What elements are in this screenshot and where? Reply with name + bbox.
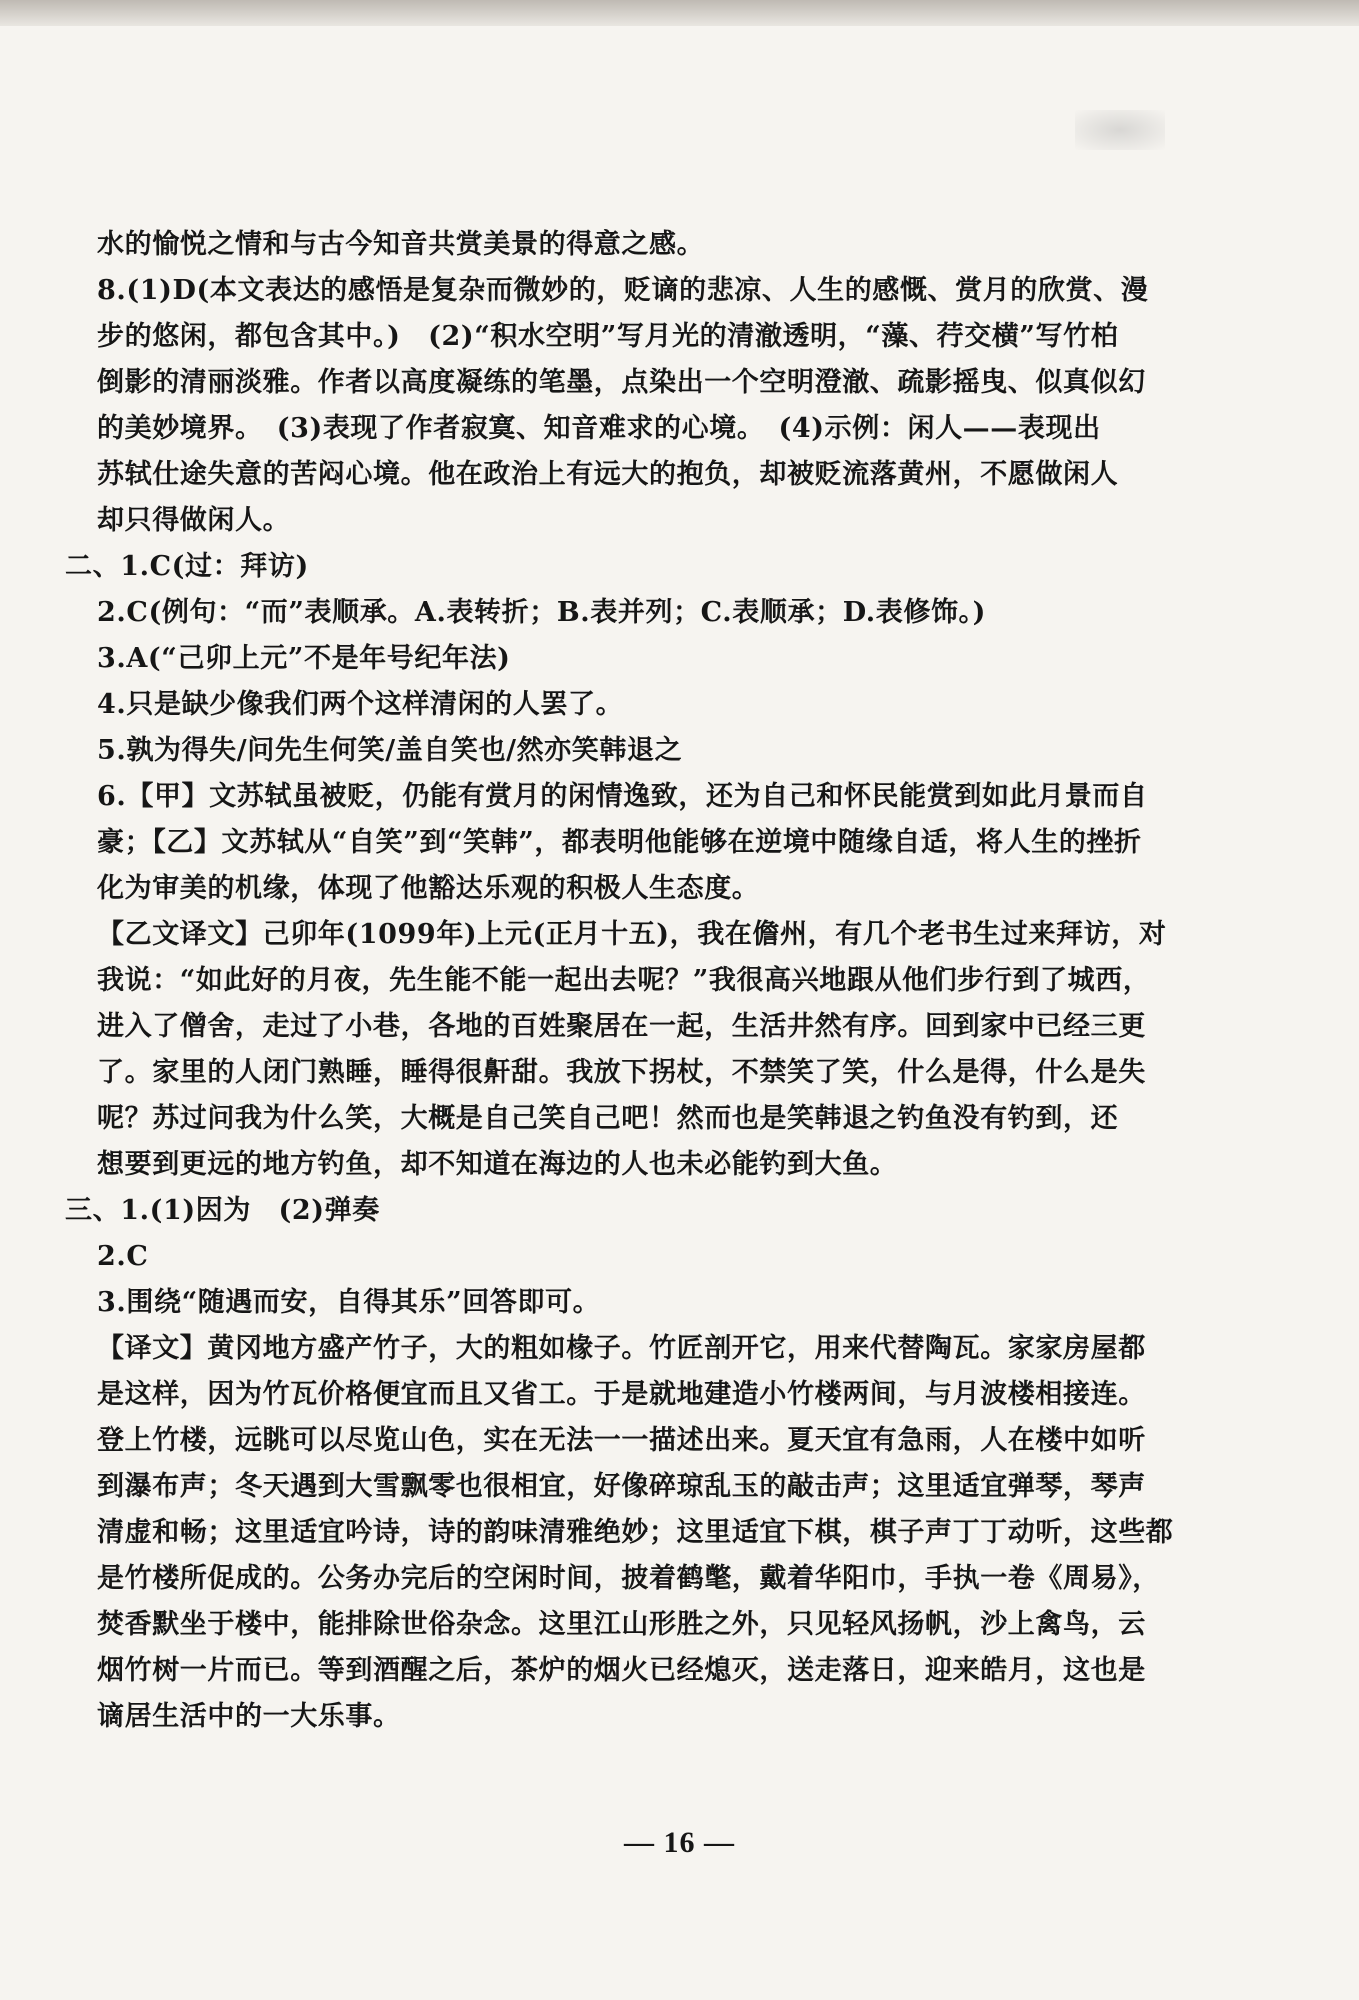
text-line: 进入了僧舍，走过了小巷，各地的百姓聚居在一起，生活井然有序。回到家中已经三更 (97, 1011, 1146, 1042)
page-number: — 16 — (624, 1826, 735, 1859)
text-line: 苏轼仕途失意的苦闷心境。他在政治上有远大的抱负，却被贬流落黄州，不愿做闲人 (97, 459, 1119, 490)
text-line: 6.【甲】文苏轼虽被贬，仍能有赏月的闲情逸致，还为自己和怀民能赏到如此月景而自 (97, 781, 1148, 812)
text-line: 是这样，因为竹瓦价格便宜而且又省工。于是就地建造小竹楼两间，与月波楼相接连。 (97, 1379, 1146, 1410)
text-line: 豪；【乙】文苏轼从“自笑”到“笑韩”，都表明他能够在逆境中随缘自适，将人生的挫折 (97, 827, 1142, 858)
text-line: 清虚和畅；这里适宜吟诗，诗的韵味清雅绝妙；这里适宜下棋，棋子声丁丁动听，这些都 (97, 1517, 1174, 1548)
text-line: 想要到更远的地方钓鱼，却不知道在海边的人也未必能钓到大鱼。 (97, 1149, 898, 1180)
text-line: 我说：“如此好的月夜，先生能不能一起出去呢？”我很高兴地跟从他们步行到了城西， (97, 965, 1151, 996)
text-line: 的美妙境界。 (3)表现了作者寂寞、知音难求的心境。 (4)示例：闲人——表现出 (97, 413, 1101, 444)
text-line: 倒影的清丽淡雅。作者以高度凝练的笔墨，点染出一个空明澄澈、疏影摇曳、似真似幻 (97, 367, 1146, 398)
section-heading-3: 三、1.(1)因为 (2)弹奏 (65, 1195, 380, 1226)
text-line: 却只得做闲人。 (97, 505, 291, 536)
text-line: 到瀑布声；冬天遇到大雪飘零也很相宜，好像碎琼乱玉的敲击声；这里适宜弹琴，琴声 (97, 1471, 1146, 1502)
text-line: 4.只是缺少像我们两个这样清闲的人罢了。 (97, 689, 624, 720)
text-line: 呢？苏过问我为什么笑，大概是自己笑自己吧！然而也是笑韩退之钓鱼没有钓到，还 (97, 1103, 1119, 1134)
scan-top-edge (0, 0, 1359, 26)
section-heading-2: 二、1.C(过：拜访) (65, 551, 309, 582)
answer-text-body (65, 222, 1175, 1740)
text-line: 化为审美的机缘，体现了他豁达乐观的积极人生态度。 (97, 873, 760, 904)
text-line: 是竹楼所促成的。公务办完后的空闲时间，披着鹤氅，戴着华阳巾，手执一卷《周易》， (97, 1563, 1160, 1594)
text-line: 5.孰为得失/问先生何笑/盖自笑也/然亦笑韩退之 (97, 735, 683, 766)
text-line: 【译文】黄冈地方盛产竹子，大的粗如椽子。竹匠剖开它，用来代替陶瓦。家家房屋都 (97, 1333, 1146, 1364)
text-line: 谪居生活中的一大乐事。 (97, 1701, 401, 1732)
text-line: 烟竹树一片而已。等到酒醒之后，茶炉的烟火已经熄灭，送走落日，迎来皓月，这也是 (97, 1655, 1146, 1686)
text-line: 3.围绕“随遇而安，自得其乐”回答即可。 (97, 1287, 601, 1318)
text-line: 2.C(例句：“而”表顺承。A.表转折；B.表并列；C.表顺承；D.表修饰。) (97, 597, 987, 628)
text-line: 水的愉悦之情和与古今知音共赏美景的得意之感。 (97, 229, 705, 260)
text-line: 3.A(“己卯上元”不是年号纪年法) (97, 643, 511, 674)
scan-smudge (1075, 110, 1165, 150)
text-line: 2.C (97, 1241, 149, 1272)
text-line: 焚香默坐于楼中，能排除世俗杂念。这里江山形胜之外，只见轻风扬帆，沙上禽鸟，云 (97, 1609, 1146, 1640)
text-line: 登上竹楼，远眺可以尽览山色，实在无法一一描述出来。夏天宜有急雨，人在楼中如听 (97, 1425, 1146, 1456)
text-line: 步的悠闲，都包含其中。) (2)“积水空明”写月光的清澈透明，“藻、荇交横”写竹柏 (97, 321, 1119, 352)
text-line: 了。家里的人闭门熟睡，睡得很鼾甜。我放下拐杖，不禁笑了笑，什么是得，什么是失 (97, 1057, 1146, 1088)
text-line: 【乙文译文】己卯年(1099年)上元(正月十五)，我在儋州，有几个老书生过来拜访，对 (97, 919, 1167, 950)
text-line: 8.(1)D(本文表达的感悟是复杂而微妙的，贬谪的悲凉、人生的感慨、赏月的欣赏、漫 (97, 275, 1149, 306)
